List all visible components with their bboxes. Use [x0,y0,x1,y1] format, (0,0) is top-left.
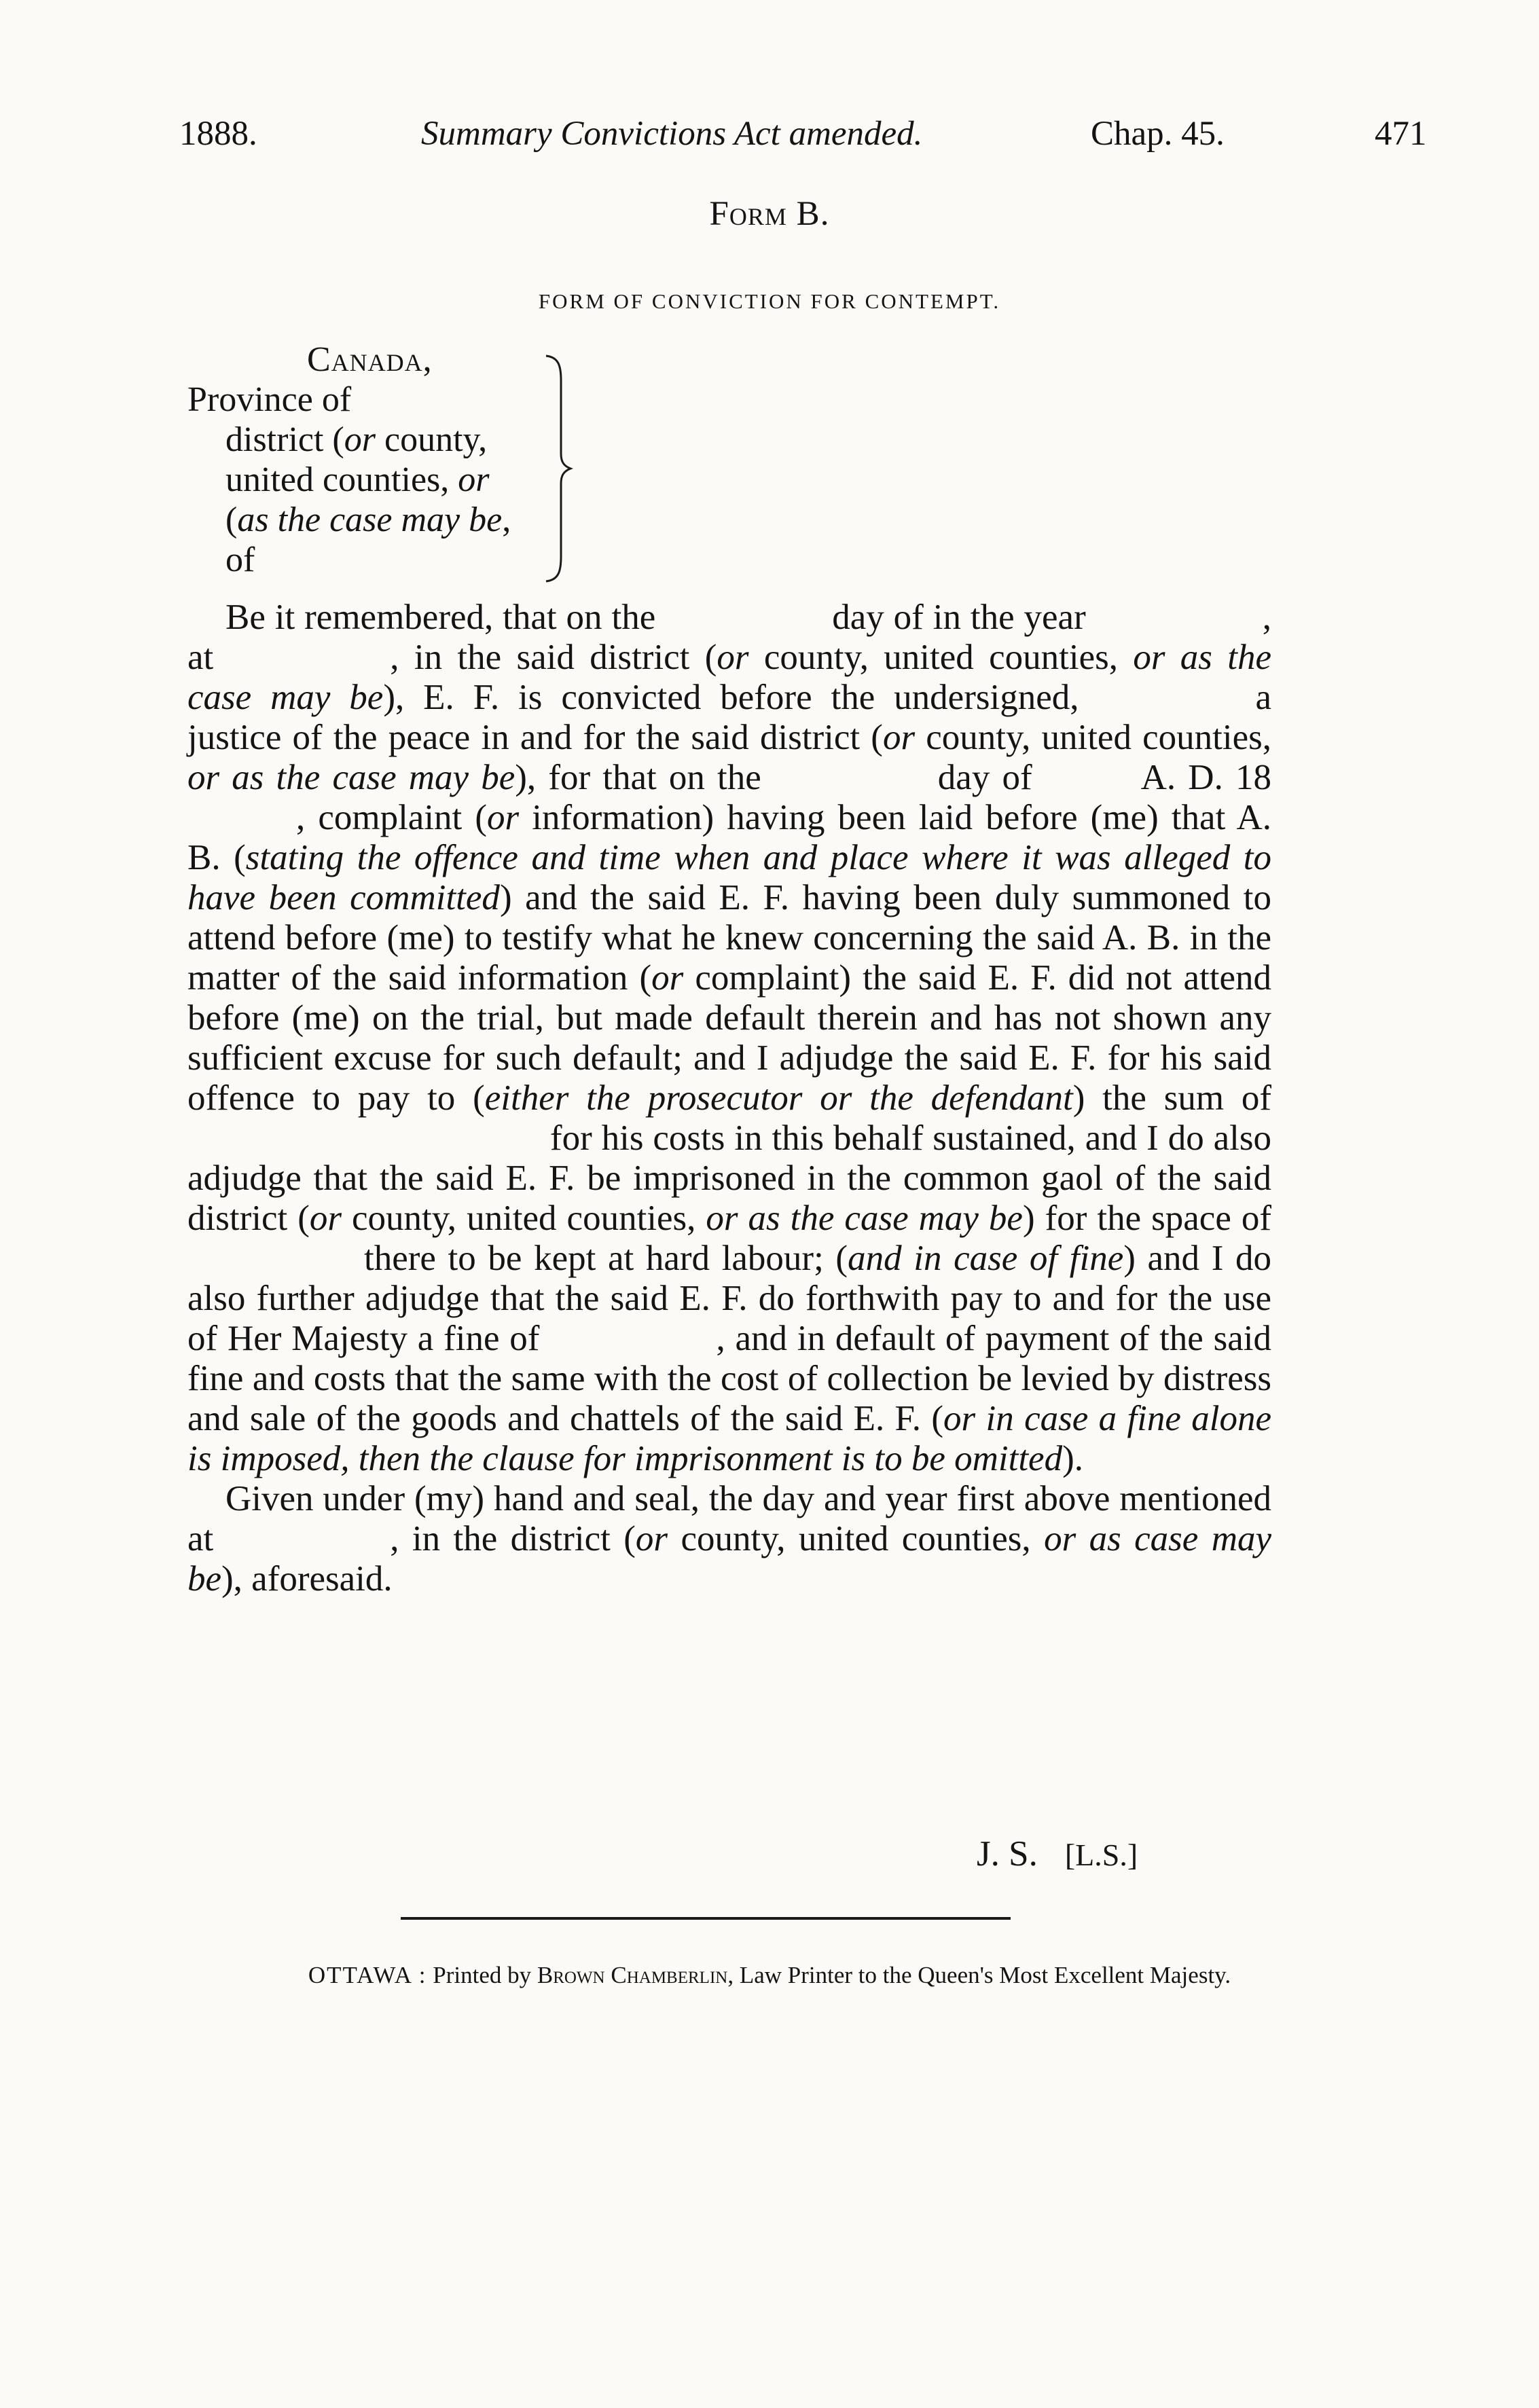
conviction-body [187,598,1271,1599]
imprint-printer-name: Brown Chamberlin, [537,1962,734,1988]
header-year: 1888. [179,115,257,153]
text-run: ), for that on the [515,758,761,797]
text-run: there to be kept at hard labour; ( [364,1239,848,1278]
italic-run: either the prosecutor or the defendant [484,1078,1073,1118]
text-run: ), E. F. is convicted before the undersigned, [383,678,1079,717]
italic-run: or [717,638,749,677]
conviction-paragraph [187,598,1271,1479]
text-run: complaint) the said E. F. did not attend before (me) on the trial, but made default therein and has not shown any sufficient excuse for such default; and I adjudge the said E. F. for his said offence to pay to ( [187,958,1271,1118]
venue-case-close: , [502,500,511,539]
text-run: information) having been laid before (me) that A. B. ( [187,798,1271,877]
venue-case-open: ( [225,500,238,539]
text-run: county, united counties, [668,1519,1045,1558]
signature-block [977,1834,1138,1874]
text-run: , at [187,598,1271,677]
text-run: county, united counties, [748,638,1134,677]
text-run: , and in default of payment of the said fine and costs that the same with the cost of collection be levied by distress and sale of the goods and chattels of the said E. F. ( [187,1319,1271,1438]
text-run: ) and the said E. F. having been duly summoned to attend before (me) to testify what he knew concerning the said A. B. in the matter of the said information ( [187,878,1271,998]
venue-united-counties-text: united counties, [225,460,458,499]
venue-district [187,420,568,460]
header-chapter: Chap. 45. [1091,115,1225,153]
italic-run: and in case of fine [848,1239,1124,1278]
imprint-rest: Law Printer to the Queen's Most Excellent Majesty. [739,1962,1231,1988]
given-paragraph [187,1479,1271,1599]
italic-run: or as the case may be [706,1199,1023,1238]
text-run: day of [937,758,1032,797]
text-run: , in the district ( [390,1519,636,1558]
italic-run: or [651,958,684,998]
text-run: A. D. 18 [1140,758,1271,797]
venue-district-or: or [344,420,376,459]
venue-block [187,340,568,580]
text-run: in the year [933,598,1086,637]
text-run: , complaint ( [296,798,488,837]
italic-run: or [487,798,520,837]
italic-run: or [635,1519,668,1558]
venue-case [187,500,568,540]
text-run: Given under (my) hand and seal, the day and year first above mentioned at [187,1479,1271,1558]
text-run: county, united counties, [915,718,1271,757]
italic-run: or as the case may be [187,638,1272,717]
text-run: ) and I do also further adjudge that the said E. F. do forthwith pay to and for the use of Her Majesty a fine of [187,1239,1271,1358]
signature-initials: J. S. [977,1834,1038,1874]
header-title: Summary Convictions Act amended. [421,115,923,153]
venue-country: Canada, [307,340,433,379]
italic-run: or as case may be [187,1519,1271,1599]
venue-district-text: district ( [225,420,344,459]
seal-mark: [L.S.] [1064,1838,1138,1872]
text-run: ), aforesaid. [221,1559,393,1599]
venue-united-counties-or: or [458,460,490,499]
venue-united-counties [187,460,568,500]
text-run: ) for the space of [1022,1199,1271,1238]
italic-run: stating the offence and time when and place where it was alleged to have been committed [187,838,1271,917]
text-run: for his costs in this behalf sustained, and I do also adjudge that the said E. F. be imprisoned in the common gaol of the said district ( [187,1118,1272,1238]
italic-run: or as the case may be [187,758,515,797]
divider-rule [401,1917,1011,1920]
form-subheading: FORM OF CONVICTION FOR CONTEMPT. [538,289,1001,313]
text-run: a justice of the peace in and for the said district ( [187,678,1271,757]
form-heading: Form B. [709,195,830,233]
text-run: ). [1062,1439,1083,1478]
page-number: 471 [1375,115,1427,153]
italic-run: or [309,1199,342,1238]
venue-brace [543,353,573,584]
imprint-city: OTTAWA : [308,1962,427,1988]
italic-run: or in case a fine alone is imposed, then the clause for imprisonment is to be omitted [187,1399,1272,1478]
italic-run: or [882,718,916,757]
imprint-printed-by: Printed by [433,1962,532,1988]
printer-imprint [136,1961,1403,1990]
text-run: ) the sum of [1072,1078,1271,1118]
text-run: Be it remembered, that on the [225,598,656,637]
venue-case-text: as the case may be [237,500,503,539]
running-header [179,114,1448,162]
venue-district-county: county, [376,420,488,459]
text-run: day of [832,598,924,637]
text-run: , in the said district ( [390,638,717,677]
venue-province: Province of [187,380,352,419]
text-run: county, united counties, [342,1199,706,1238]
venue-of: of [225,541,255,579]
